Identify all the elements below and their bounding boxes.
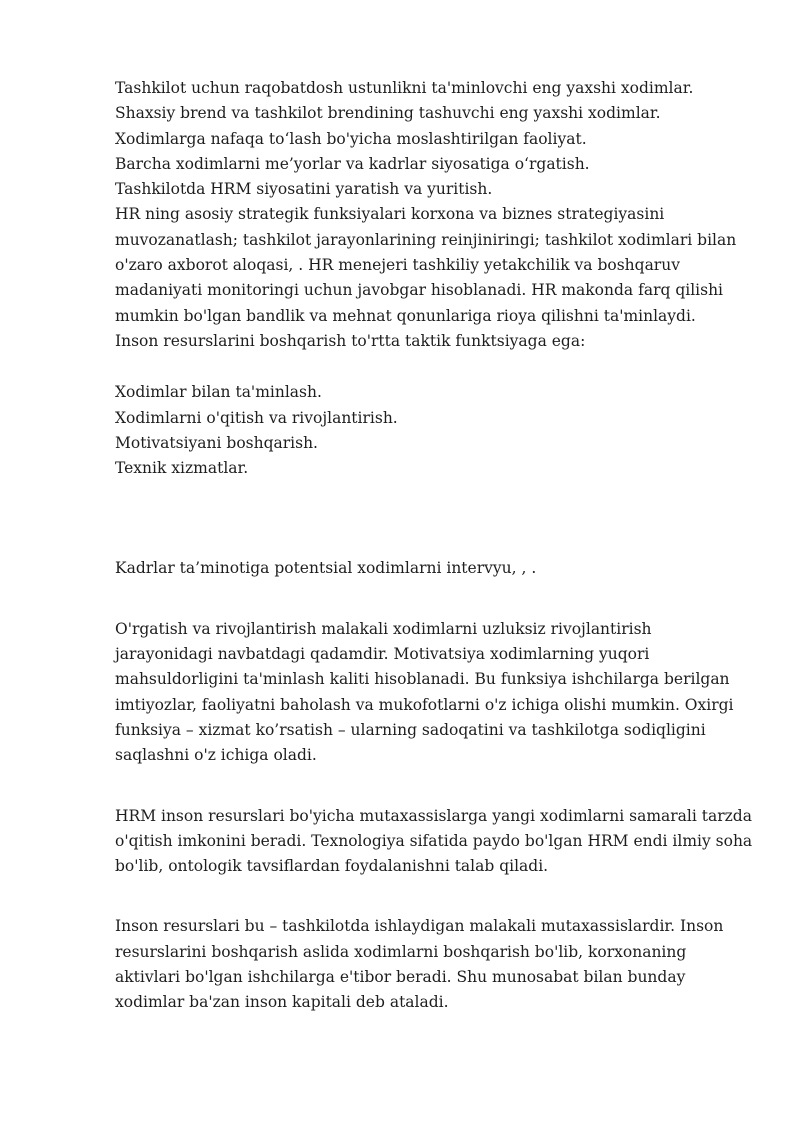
paragraph-spacer xyxy=(115,582,755,608)
text-line: o'zaro axborot aloqasi, . HR menejeri tashkiliy yetakchilik va boshqaruv xyxy=(115,256,680,275)
text-line: O'rgatish va rivojlantirish malakali xodimlarni uzluksiz rivojlantirish xyxy=(115,619,652,638)
paragraph-spacer xyxy=(115,769,755,795)
paragraph-spacer xyxy=(115,905,755,914)
text-line: bo'lib, ontologik tavsiflardan foydalanishni talab qiladi. xyxy=(115,857,549,876)
list-item: Xodimlar bilan ta'minlash. xyxy=(115,383,322,402)
text-line: Barcha xodimlarni me’yorlar va kadrlar siyosatiga o‘rgatish. xyxy=(115,154,590,173)
paragraph-spacer xyxy=(115,795,755,804)
staffing-paragraph xyxy=(115,556,755,581)
document-page xyxy=(115,76,755,1016)
text-line: Tashkilot uchun raqobatdosh ustunlikni ta'minlovchi eng yaxshi xodimlar. xyxy=(115,79,694,97)
text-line: o'qitish imkonini beradi. Texnologiya sifatida paydo bo'lgan HRM endi ilmiy soha xyxy=(115,831,753,850)
list-item: Xodimlarni o'qitish va rivojlantirish. xyxy=(115,408,398,427)
text-line: muvozanatlash; tashkilot jarayonlarining reinjiniringi; tashkilot xodimlari bilan xyxy=(115,230,737,249)
paragraph-spacer xyxy=(115,879,755,905)
text-line: xodimlar ba'zan inson kapitali deb ataladi. xyxy=(115,993,449,1012)
text-line: Tashkilotda HRM siyosatini yaratish va yuritish. xyxy=(115,180,493,199)
paragraph-spacer xyxy=(115,608,755,617)
text-line: mumkin bo'lgan bandlik va mehnat qonunlariga rioya qilishni ta'minlaydi. xyxy=(115,306,696,325)
text-line: HR ning asosiy strategik funksiyalari korxona va biznes strategiyasini xyxy=(115,205,665,224)
text-line: Kadrlar ta’minotiga potentsial xodimlarni intervyu, , . xyxy=(115,559,537,578)
text-line: Inson resurslari bu – tashkilotda ishlaydigan malakali mutaxassislardir. Inson xyxy=(115,917,724,936)
text-line: Shaxsiy brend va tashkilot brendining tashuvchi eng yaxshi xodimlar. xyxy=(115,104,661,123)
text-line: Xodimlarga nafaqa to‘lash bo'yicha moslashtirilgan faoliyat. xyxy=(115,129,587,148)
text-line: resurslarini boshqarish aslida xodimlarni boshqarish bo'lib, korxonaning xyxy=(115,942,687,961)
text-line: aktivlari bo'lgan ishchilarga e'tibor beradi. Shu munosabat bilan bunday xyxy=(115,968,686,987)
list-item: Texnik xizmatlar. xyxy=(115,459,249,478)
text-line: madaniyati monitoringi uchun javobgar hisoblanadi. HR makonda farq qilishi xyxy=(115,281,724,300)
text-line: imtiyozlar, faoliyatni baholash va mukofotlarni o'z ichiga olishi mumkin. Oxirgi xyxy=(115,695,734,714)
text-line: mahsuldorligini ta'minlash kaliti hisoblanadi. Bu funksiya ishchilarga berilgan xyxy=(115,670,730,689)
paragraph-spacer xyxy=(115,354,755,380)
list-item: Motivatsiyani boshqarish. xyxy=(115,433,318,452)
resources-paragraph xyxy=(115,914,755,1015)
text-line: jarayonidagi navbatdagi qadamdir. Motivatsiya xodimlarning yuqori xyxy=(115,645,650,664)
training-paragraph xyxy=(115,617,755,769)
paragraph-spacer xyxy=(115,481,755,556)
tactical-functions-list xyxy=(115,380,755,481)
text-line: Inson resurslarini boshqarish to'rtta taktik funktsiyaga ega: xyxy=(115,331,586,350)
text-line: saqlashni o'z ichiga oladi. xyxy=(115,746,317,765)
text-line: HRM inson resurslari bo'yicha mutaxassislarga yangi xodimlarni samarali tarzda xyxy=(115,806,752,825)
text-line: funksiya – xizmat ko’rsatish – ularning sadoqatini va tashkilotga sodiqligini xyxy=(115,720,706,739)
hrm-paragraph xyxy=(115,804,755,880)
intro-paragraph xyxy=(115,76,755,354)
